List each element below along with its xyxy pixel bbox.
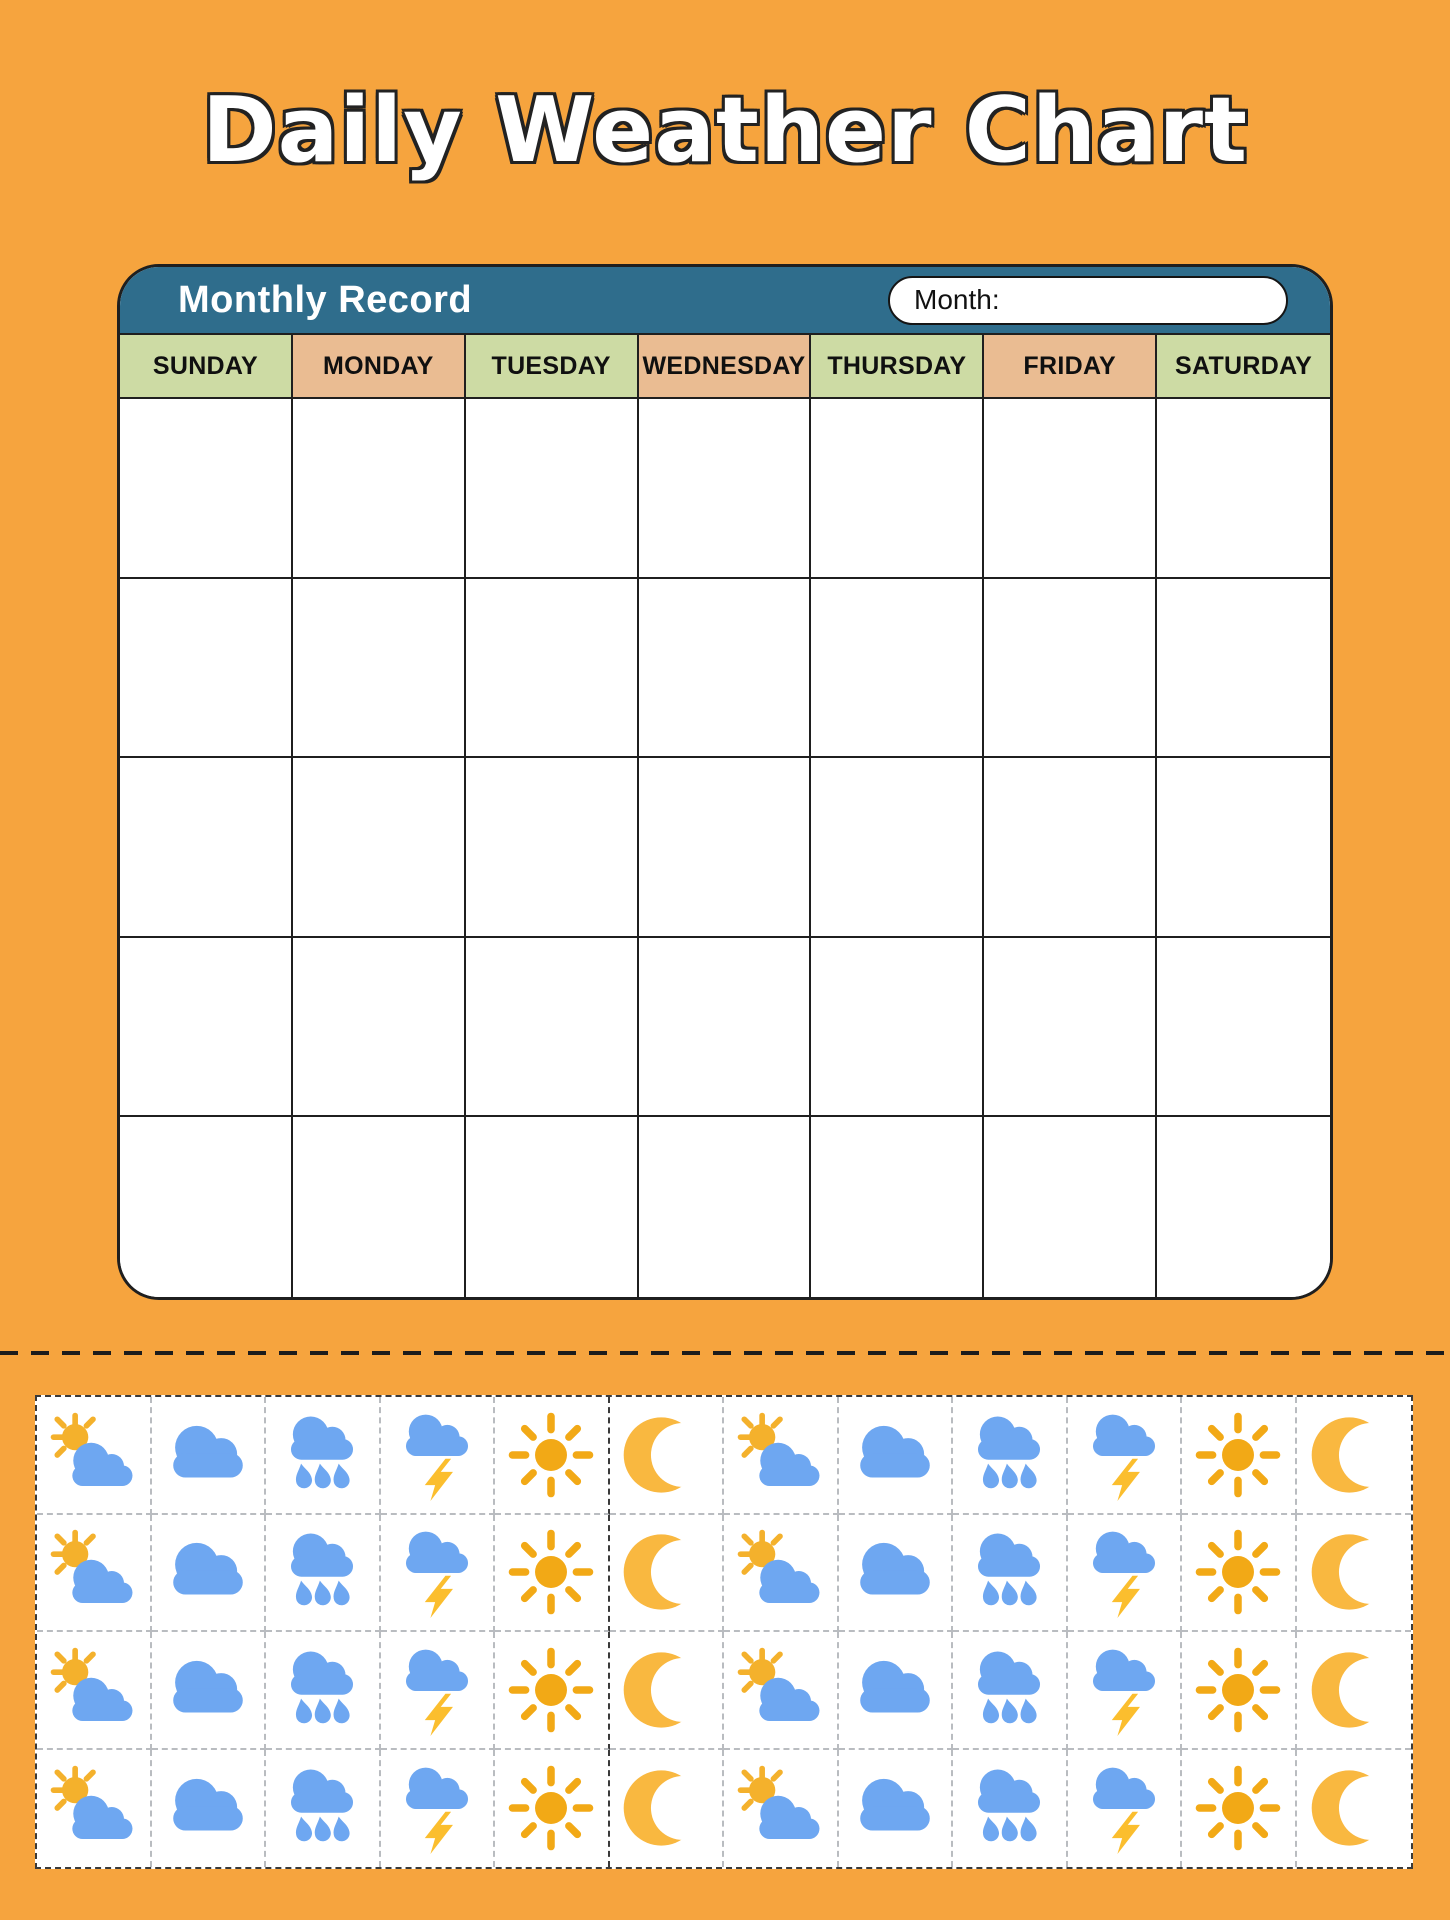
- sunny-icon[interactable]: [504, 1643, 598, 1737]
- sticker-cell: [381, 1397, 496, 1515]
- month-pill[interactable]: [888, 276, 1288, 325]
- sticker-cell: [724, 1750, 839, 1868]
- calendar-cell-r2c3[interactable]: [466, 579, 639, 759]
- calendar-cell-r5c5[interactable]: [811, 1117, 984, 1297]
- sticker-cell: [37, 1397, 152, 1515]
- calendar-cell-r2c6[interactable]: [984, 579, 1157, 759]
- partly-cloudy-icon[interactable]: [733, 1643, 827, 1737]
- calendar-cell-r3c3[interactable]: [466, 758, 639, 938]
- sticker-cell: [1182, 1515, 1297, 1633]
- calendar-cell-r1c2[interactable]: [293, 399, 466, 579]
- calendar-cell-r4c2[interactable]: [293, 938, 466, 1118]
- sticker-cell: [266, 1750, 381, 1868]
- clear-night-icon[interactable]: [1307, 1761, 1401, 1855]
- calendar-cell-r4c1[interactable]: [120, 938, 293, 1118]
- stormy-icon[interactable]: [1077, 1408, 1171, 1502]
- clear-night-icon[interactable]: [619, 1761, 713, 1855]
- sticker-cell: [495, 1515, 610, 1633]
- sticker-cell: [266, 1632, 381, 1750]
- stormy-icon[interactable]: [390, 1525, 484, 1619]
- day-header-wednesday: WEDNESDAY: [639, 335, 812, 399]
- calendar-cell-r5c4[interactable]: [639, 1117, 812, 1297]
- calendar-cell-r3c4[interactable]: [639, 758, 812, 938]
- calendar-header: [120, 267, 1330, 335]
- calendar-cell-r5c1[interactable]: [120, 1117, 293, 1297]
- calendar-cell-r4c5[interactable]: [811, 938, 984, 1118]
- sticker-cell: [37, 1632, 152, 1750]
- day-header-saturday: SATURDAY: [1157, 335, 1330, 399]
- monthly-record-card: [117, 264, 1333, 1300]
- monthly-record-title: Monthly Record: [178, 278, 473, 321]
- sticker-cell: [1297, 1750, 1412, 1868]
- stormy-icon[interactable]: [1077, 1643, 1171, 1737]
- cloudy-icon[interactable]: [161, 1643, 255, 1737]
- rainy-icon[interactable]: [275, 1761, 369, 1855]
- stormy-icon[interactable]: [390, 1408, 484, 1502]
- calendar-cell-r1c5[interactable]: [811, 399, 984, 579]
- cloudy-icon[interactable]: [161, 1525, 255, 1619]
- sticker-cell: [1182, 1397, 1297, 1515]
- sticker-cell: [1068, 1515, 1183, 1633]
- sticker-cell: [495, 1397, 610, 1515]
- weather-sticker-sheet: [35, 1395, 1413, 1869]
- cloudy-icon[interactable]: [161, 1761, 255, 1855]
- calendar-cell-r2c1[interactable]: [120, 579, 293, 759]
- calendar-cell-r3c2[interactable]: [293, 758, 466, 938]
- clear-night-icon[interactable]: [1307, 1643, 1401, 1737]
- day-header-friday: FRIDAY: [984, 335, 1157, 399]
- stormy-icon[interactable]: [390, 1643, 484, 1737]
- calendar-cell-r5c7[interactable]: [1157, 1117, 1330, 1297]
- sticker-cell: [152, 1632, 267, 1750]
- partly-cloudy-icon[interactable]: [46, 1643, 140, 1737]
- cut-line: [0, 1351, 1450, 1355]
- rainy-icon[interactable]: [962, 1408, 1056, 1502]
- rainy-icon[interactable]: [962, 1525, 1056, 1619]
- clear-night-icon[interactable]: [619, 1408, 713, 1502]
- sticker-cell: [152, 1397, 267, 1515]
- sticker-cell: [1068, 1632, 1183, 1750]
- sticker-cell: [266, 1515, 381, 1633]
- sticker-cell: [37, 1515, 152, 1633]
- sticker-cell: [1297, 1397, 1412, 1515]
- rainy-icon[interactable]: [275, 1525, 369, 1619]
- cloudy-icon[interactable]: [848, 1761, 942, 1855]
- sticker-cell: [266, 1397, 381, 1515]
- sticker-cell: [495, 1632, 610, 1750]
- calendar-cell-r1c4[interactable]: [639, 399, 812, 579]
- sticker-cell: [839, 1632, 954, 1750]
- stormy-icon[interactable]: [1077, 1525, 1171, 1619]
- day-header-thursday: THURSDAY: [811, 335, 984, 399]
- page-title: Daily Weather Chart: [201, 78, 1249, 183]
- sticker-cell: [381, 1750, 496, 1868]
- sticker-cell: [37, 1750, 152, 1868]
- sticker-cell: [724, 1515, 839, 1633]
- sticker-cell: [1068, 1397, 1183, 1515]
- sticker-cell: [953, 1515, 1068, 1633]
- sticker-cell: [724, 1632, 839, 1750]
- calendar-cell-r5c6[interactable]: [984, 1117, 1157, 1297]
- month-label: Month:: [914, 284, 1000, 315]
- calendar-cell-r1c6[interactable]: [984, 399, 1157, 579]
- cloudy-icon[interactable]: [848, 1408, 942, 1502]
- sticker-cell: [953, 1632, 1068, 1750]
- clear-night-icon[interactable]: [1307, 1408, 1401, 1502]
- calendar-cell-r4c3[interactable]: [466, 938, 639, 1118]
- calendar-cell-r1c3[interactable]: [466, 399, 639, 579]
- calendar-cell-r3c6[interactable]: [984, 758, 1157, 938]
- cloudy-icon[interactable]: [848, 1643, 942, 1737]
- sticker-cell: [1297, 1632, 1412, 1750]
- partly-cloudy-icon[interactable]: [46, 1761, 140, 1855]
- day-header-tuesday: TUESDAY: [466, 335, 639, 399]
- calendar-cell-r4c7[interactable]: [1157, 938, 1330, 1118]
- calendar-grid: [120, 399, 1330, 1297]
- clear-night-icon[interactable]: [619, 1643, 713, 1737]
- sticker-cell: [495, 1750, 610, 1868]
- sticker-cell: [724, 1397, 839, 1515]
- calendar-cell-r5c2[interactable]: [293, 1117, 466, 1297]
- sticker-cell: [839, 1750, 954, 1868]
- day-header-row: [120, 335, 1330, 399]
- sunny-icon[interactable]: [1191, 1525, 1285, 1619]
- cloudy-icon[interactable]: [848, 1525, 942, 1619]
- sunny-icon[interactable]: [1191, 1643, 1285, 1737]
- sticker-cell: [839, 1397, 954, 1515]
- sunny-icon[interactable]: [1191, 1408, 1285, 1502]
- day-header-sunday: SUNDAY: [120, 335, 293, 399]
- sticker-cell: [610, 1750, 725, 1868]
- sticker-cell: [381, 1632, 496, 1750]
- sticker-cell: [953, 1750, 1068, 1868]
- sticker-cell: [610, 1632, 725, 1750]
- clear-night-icon[interactable]: [1307, 1525, 1401, 1619]
- sticker-cell: [152, 1515, 267, 1633]
- clear-night-icon[interactable]: [619, 1525, 713, 1619]
- calendar-cell-r4c4[interactable]: [639, 938, 812, 1118]
- calendar-cell-r3c1[interactable]: [120, 758, 293, 938]
- calendar-cell-r4c6[interactable]: [984, 938, 1157, 1118]
- sticker-cell: [152, 1750, 267, 1868]
- sticker-cell: [381, 1515, 496, 1633]
- calendar-cell-r3c7[interactable]: [1157, 758, 1330, 938]
- calendar-cell-r2c7[interactable]: [1157, 579, 1330, 759]
- calendar-cell-r1c1[interactable]: [120, 399, 293, 579]
- rainy-icon[interactable]: [275, 1408, 369, 1502]
- rainy-icon[interactable]: [275, 1643, 369, 1737]
- cloudy-icon[interactable]: [161, 1408, 255, 1502]
- rainy-icon[interactable]: [962, 1643, 1056, 1737]
- day-header-monday: MONDAY: [293, 335, 466, 399]
- sticker-cell: [610, 1397, 725, 1515]
- calendar-cell-r2c4[interactable]: [639, 579, 812, 759]
- sticker-cell: [610, 1515, 725, 1633]
- sticker-cell: [1182, 1632, 1297, 1750]
- sunny-icon[interactable]: [504, 1525, 598, 1619]
- month-input[interactable]: [1010, 284, 1272, 317]
- rainy-icon[interactable]: [962, 1761, 1056, 1855]
- partly-cloudy-icon[interactable]: [733, 1408, 827, 1502]
- sticker-cell: [1297, 1515, 1412, 1633]
- sticker-cell: [953, 1397, 1068, 1515]
- sunny-icon[interactable]: [1191, 1761, 1285, 1855]
- partly-cloudy-icon[interactable]: [46, 1408, 140, 1502]
- calendar-cell-r1c7[interactable]: [1157, 399, 1330, 579]
- partly-cloudy-icon[interactable]: [733, 1525, 827, 1619]
- calendar-cell-r2c2[interactable]: [293, 579, 466, 759]
- partly-cloudy-icon[interactable]: [733, 1761, 827, 1855]
- sticker-cell: [839, 1515, 954, 1633]
- sticker-cell: [1068, 1750, 1183, 1868]
- calendar-cell-r2c5[interactable]: [811, 579, 984, 759]
- sticker-cell: [1182, 1750, 1297, 1868]
- stormy-icon[interactable]: [1077, 1761, 1171, 1855]
- calendar-cell-r5c3[interactable]: [466, 1117, 639, 1297]
- partly-cloudy-icon[interactable]: [46, 1525, 140, 1619]
- calendar-cell-r3c5[interactable]: [811, 758, 984, 938]
- stormy-icon[interactable]: [390, 1761, 484, 1855]
- sunny-icon[interactable]: [504, 1761, 598, 1855]
- sunny-icon[interactable]: [504, 1408, 598, 1502]
